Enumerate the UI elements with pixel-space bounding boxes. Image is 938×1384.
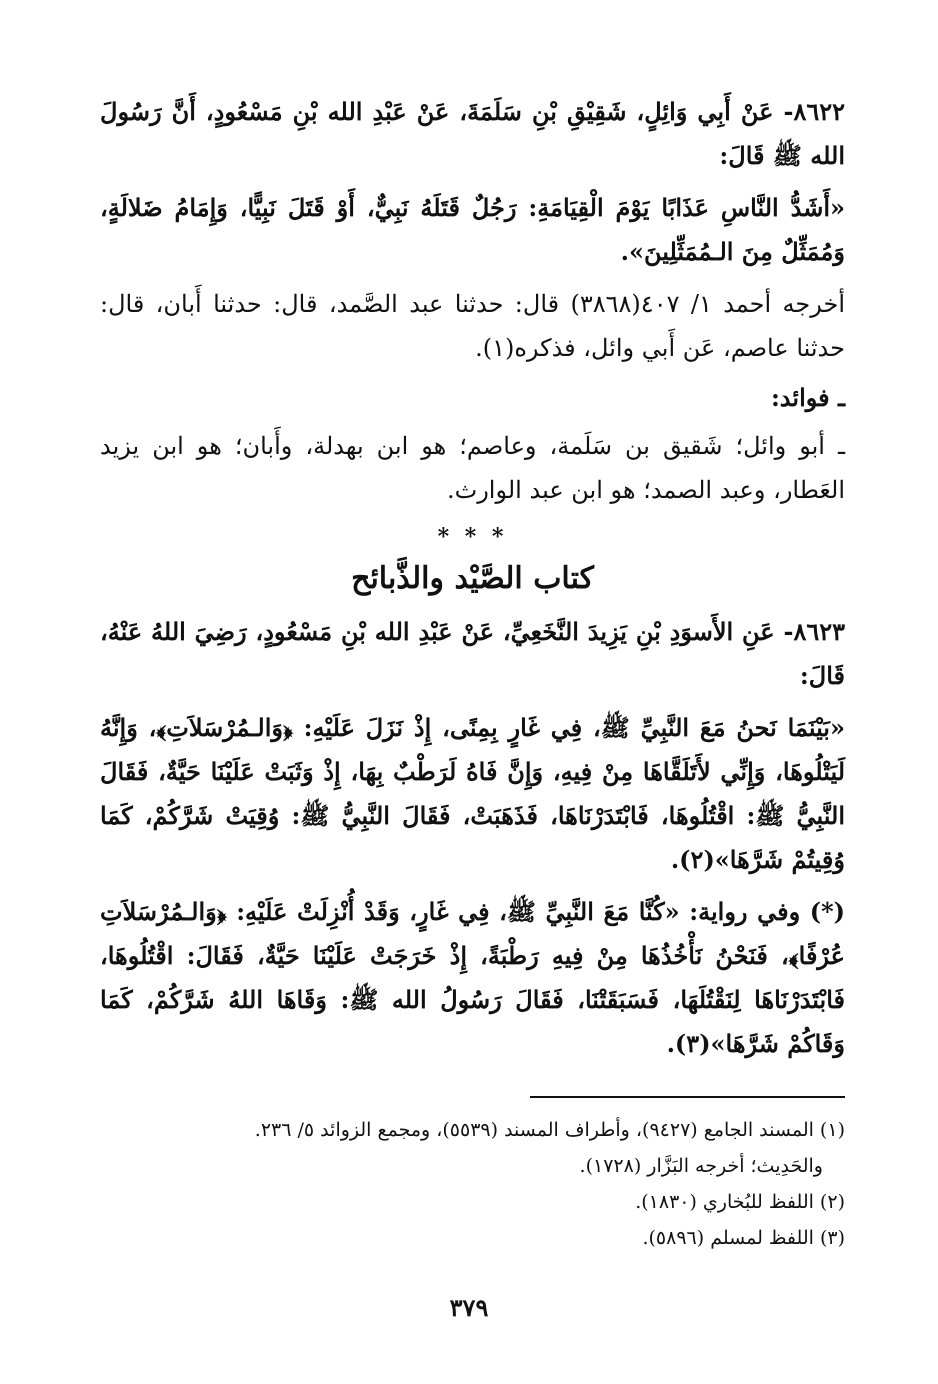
hadith-8623-intro: ٨٦٢٣- عَنِ الأَسوَدِ بْنِ يَزِيدَ النَّخَعِيِّ، عَنْ عَبْدِ الله بْنِ مَسْعُودٍ، رَضِيَ اللهُ عَنْهُ، قَالَ: xyxy=(100,617,845,690)
hadith-8623-riwaya: (*) وفي رواية: «كُنَّا مَعَ النَّبِيِّ ﷺ، فِي غَارٍ، وَقَدْ أُنْزِلَتْ عَلَيْهِ: ﴿وَالـمُرْسَلاَتِ عُرْفًا﴾، فَنَحْنُ نَأْخُذُهَا مِنْ فِيهِ رَطْبَةً، إِذْ خَرَجَتْ عَلَيْنَا حَيَّةٌ، فَقَالَ: اقْتُلُوهَا، فَابْتَدَرْنَاهَا لِنَقْتُلَهَا، فَسَبَقَتْنَا، فَقَالَ رَسُولُ الله ﷺ: وَقَاهَا اللهُ شَرَّكُمْ، كَمَا وَقَاكُمْ شَرَّهَا»(٣). xyxy=(100,897,845,1058)
page-number: ٣٧٩ xyxy=(449,1293,489,1322)
footnote-1: (١) المسند الجامع (٩٤٢٧)، وأطراف المسند (٥٥٣٩)، ومجمع الزوائد ٥/ ٢٣٦. xyxy=(254,1119,845,1141)
page-body xyxy=(100,90,845,1074)
hadith-8622-matn: «أَشَدُّ النَّاسِ عَذَابًا يَوْمَ الْقِيَامَةِ: رَجُلٌ قَتَلَهُ نَبِيٌّ، أَوْ قَتَلَ نَبِيًّا، وَإِمَامُ ضَلالَةٍ، وَمُمَثِّلٌ مِنَ الـمُمَثِّلِينَ». xyxy=(100,193,845,266)
footnotes xyxy=(100,1112,845,1256)
hadith-8623-matn: «بَيْنَمَا نَحنُ مَعَ النَّبِيِّ ﷺ، فِي غَارٍ بِمِنًى، إِذْ نَزَلَ عَلَيْهِ: ﴿وَالـمُرْسَلاَتِ﴾، وَإِنَّهُ لَيَتْلُوهَا، وَإِنِّي لأَتَلَقَّاهَا مِنْ فِيهِ، وَإِنَّ فَاهُ لَرَطْبٌ بِهَا، إِذْ وَثَبَتْ عَلَيْنَا حَيَّةٌ، فَقَالَ النَّبِيُّ ﷺ: اقْتُلُوهَا، فَابْتَدَرْنَاهَا، فَذَهَبَتْ، فَقَالَ النَّبِيُّ ﷺ: وُقِيَتْ شَرَّكُمْ، كَمَا وُقِيتُمْ شَرَّهَا»(٢). xyxy=(100,713,845,874)
footnote-1-continuation: والحَدِيث؛ أخرجه البَزَّار (١٧٢٨). xyxy=(579,1155,823,1177)
footnote-3: (٣) اللفظ لمسلم (٥٨٩٦). xyxy=(642,1227,845,1249)
chapter-title: كتاب الصَّيْد والذَّبائح xyxy=(351,561,594,596)
fawaid-heading: ـ فوائد: xyxy=(770,383,845,412)
footnote-divider xyxy=(530,1096,845,1098)
section-separator: * * * xyxy=(437,524,508,550)
fawaid-text: ـ أبو وائل؛ شَقيق بن سَلَمة، وعاصم؛ هو ابن بهدلة، وأَبان؛ هو ابن يزيد العَطار، وعبد الصمد؛ هو ابن عبد الوارث. xyxy=(100,432,845,504)
footnote-2: (٢) اللفظ للبُخاري (١٨٣٠). xyxy=(635,1191,845,1213)
hadith-8622-takhrij: أخرجه أحمد ١/ ٤٠٧(٣٨٦٨) قال: حدثنا عبد الصَّمد، قال: حدثنا أَبان، قال: حدثنا عاصم، عَن أَبي وائل، فذكره(١). xyxy=(100,290,846,362)
hadith-8622-intro: ٨٦٢٢- عَنْ أَبِي وَائِلٍ، شَقِيْقِ بْنِ سَلَمَةَ، عَنْ عَبْدِ الله بْنِ مَسْعُودٍ، أَنَّ رَسُولَ الله ﷺ قَالَ: xyxy=(100,97,845,170)
